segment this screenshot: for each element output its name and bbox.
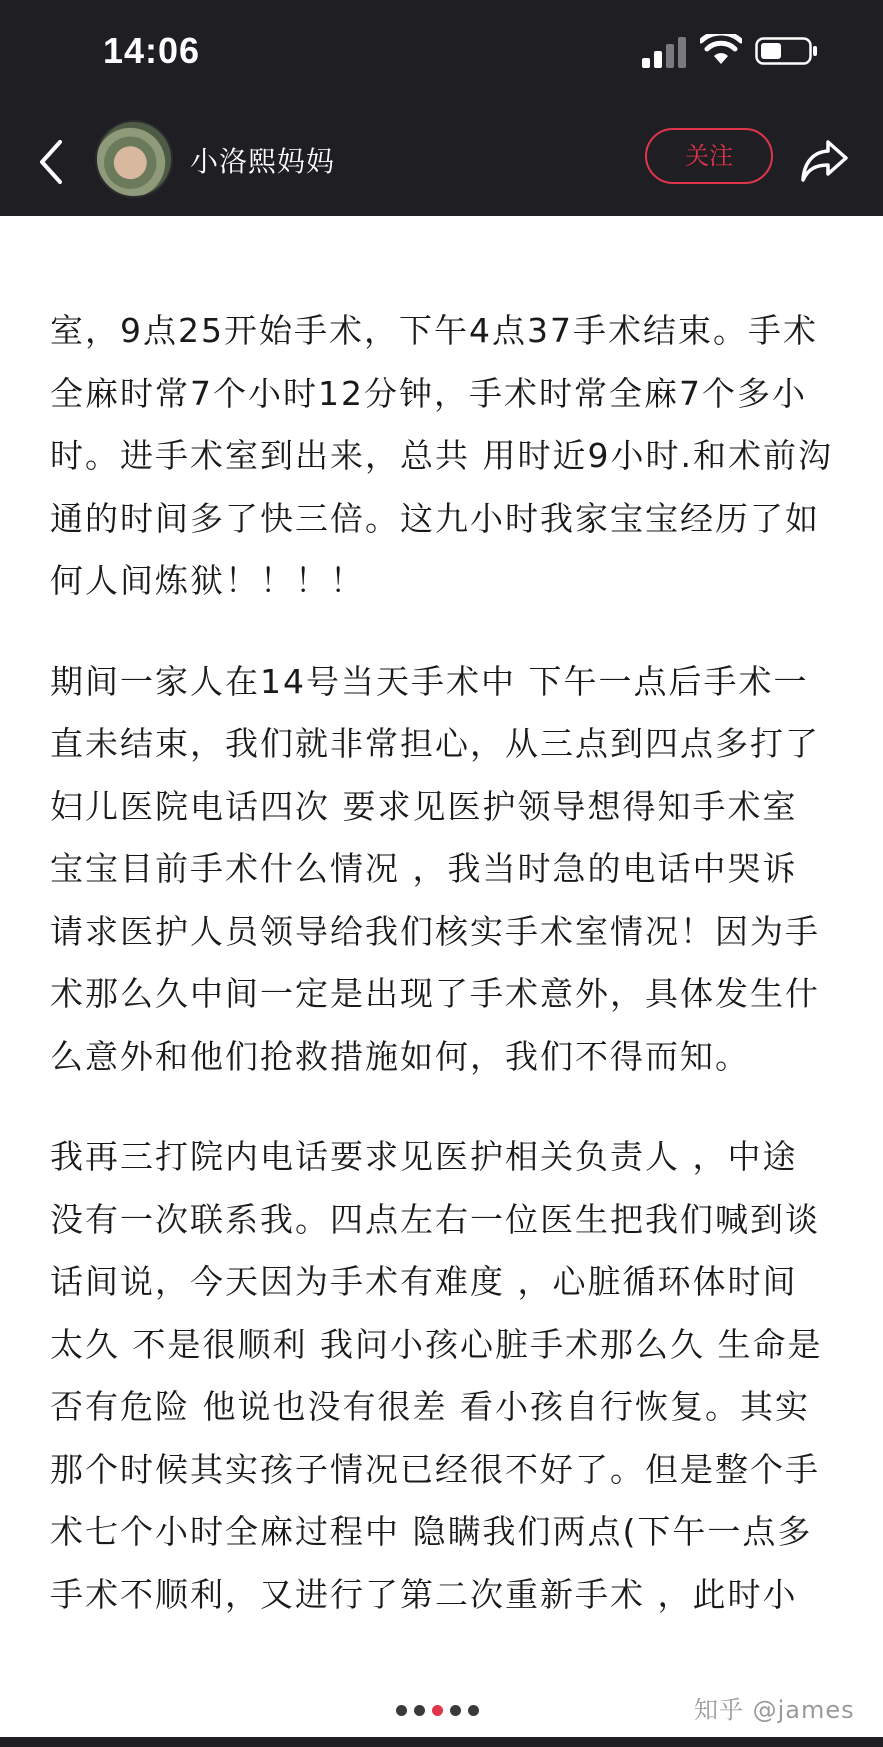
text-line: 室，9点25开始手术，下午4点37手术结束。手术 [50, 311, 818, 350]
text-line: 直未结束，我们就非常担心，从三点到四点多打了 [50, 724, 820, 763]
text-line: 宝宝目前手术什么情况 ，我当时急的电话中哭诉 [50, 849, 798, 888]
page-dot[interactable] [414, 1705, 425, 1716]
watermark: 知乎 @james [694, 1696, 855, 1724]
text-line: 术七个小时全麻过程中 隐瞒我们两点(下午一点多 [50, 1512, 813, 1551]
text-line: 通的时间多了快三倍。这九小时我家宝宝经历了如 [50, 498, 820, 538]
text-line: 太久 不是很顺利 我问小孩心脏手术那么久 生命是 [50, 1324, 823, 1364]
article-paragraph [50, 300, 850, 613]
text-line: 时。进手术室到出来，总共 用时近9小时.和术前沟 [50, 436, 833, 475]
cellular-signal-icon [640, 36, 688, 68]
text-line: 我再三打院内电话要求见医护相关负责人 ，中途 [50, 1137, 798, 1176]
wifi-icon [700, 34, 742, 66]
username[interactable]: 小洛熙妈妈 [190, 145, 336, 178]
text-line: 妇儿医院电话四次 要求见医护领导想得知手术室 [50, 786, 798, 826]
share-arrow-icon[interactable] [800, 138, 850, 184]
text-line: 么意外和他们抢救措施如何，我们不得而知。 [50, 1036, 750, 1076]
bottom-bar [0, 1737, 883, 1747]
text-line: 何人间炼狱！！！！ [50, 561, 365, 600]
page-dot[interactable] [450, 1705, 461, 1716]
profile-header [0, 108, 883, 216]
page-dot[interactable] [468, 1705, 479, 1716]
text-line: 否有危险 他说也没有很差 看小孩自行恢复。其实 [50, 1387, 810, 1426]
text-line: 全麻时常7个小时12分钟，手术时常全麻7个多小 [50, 373, 807, 413]
status-bar [0, 0, 883, 108]
battery-icon [755, 37, 819, 65]
text-line: 没有一次联系我。四点左右一位医生把我们喊到谈 [50, 1199, 820, 1239]
status-time: 14:06 [103, 30, 201, 71]
text-line: 手术不顺利，又进行了第二次重新手术 ，此时小 [50, 1574, 798, 1614]
page-dot-active[interactable] [432, 1705, 443, 1716]
chevron-left-icon[interactable] [34, 138, 68, 186]
avatar[interactable] [95, 120, 173, 198]
follow-button[interactable]: 关注 [645, 128, 773, 184]
text-line: 期间一家人在14号当天手术中 下午一点后手术一 [50, 661, 809, 701]
text-line: 请求医护人员领导给我们核实手术室情况！因为手 [50, 911, 820, 951]
page-dot[interactable] [396, 1705, 407, 1716]
text-line: 那个时候其实孩子情况已经很不好了。但是整个手 [50, 1449, 820, 1489]
page-indicator[interactable] [396, 1705, 486, 1717]
article-body [50, 300, 850, 1664]
article-paragraph [50, 651, 850, 1089]
article-paragraph [50, 1126, 850, 1626]
text-line: 术那么久中间一定是出现了手术意外，具体发生什 [50, 974, 820, 1013]
text-line: 话间说，今天因为手术有难度 ，心脏循环体时间 [50, 1262, 798, 1301]
